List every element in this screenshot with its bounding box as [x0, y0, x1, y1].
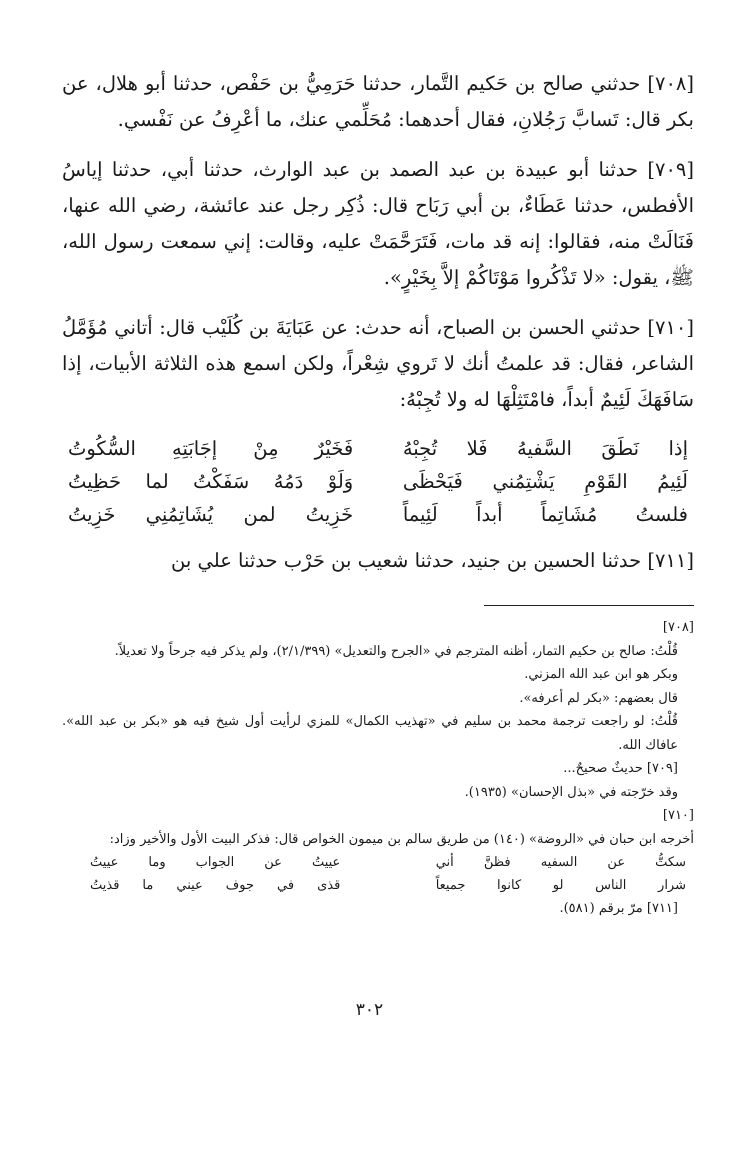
- page-number: ٣٠٢: [355, 1000, 384, 1020]
- verse-second-hemistich: خَزِيتُ لمن يُشَاتِمُنِي خَزِيتُ: [68, 503, 354, 526]
- verse-second-hemistich: وَلَوْ دَمُهُ سَفَكْتُ لما حَظِيتُ: [68, 470, 354, 493]
- note-708-text: قُلْتُ: لو راجعت ترجمة محمد بن سليم في «تهذيب الكمال» للمزي لرأيت أول شيخ فيه هو «بكر بن عبد الله». عافاك الله.: [62, 714, 678, 753]
- note-708-heading: [٧٠٨]: [662, 620, 694, 635]
- note-708-text: قال بعضهم: «بكر لم أعرفه».: [519, 690, 678, 706]
- verse-first-hemistich: لَئِيمُ القَوْمِ يَشْتِمُني فَيَحْظَى: [402, 470, 688, 493]
- note-poem: [62, 851, 694, 897]
- book-page: [62, 66, 694, 921]
- footnote-divider: [484, 605, 694, 606]
- paragraph-708: [٧٠٨] حدثني صالح بن حَكيم التَّمار، حدثنا حَرَمِيُّ بن حَفْص، حدثنا أبو هلال، عن بكر قال: تَسابَّ رَجُلانِ، فقال أحدهما: مُحَلِّمي عنك، ما أعْرِفُ عن نَفْسي.: [62, 72, 694, 131]
- note-708-text: قُلْتُ: صالح بن حكيم التمار، أظنه المترجم في «الجرح والتعديل» (٢/١/٣٩٩)، ولم يذكر فيه جرحاً ولا تعديلاً.: [114, 643, 678, 659]
- poem-verses: [62, 432, 694, 531]
- note-708-text: وبكر هو ابن عبد الله المزني.: [524, 667, 678, 682]
- verse-first-hemistich: فلستُ مُشَاتِماً أبداً لَئِيماً: [402, 503, 688, 526]
- note-710-heading: [٧١٠]: [662, 808, 694, 823]
- paragraph-711: [٧١١] حدثنا الحسين بن جنيد، حدثنا شعيب بن حَرْب حدثنا علي بن: [171, 549, 694, 572]
- footnotes: [62, 616, 694, 921]
- note-verse-second-hemistich: عييتُ عن الجواب وما عييتُ: [90, 855, 341, 870]
- note-711-text: [٧١١] مرّ برقم (٥٨١).: [559, 901, 678, 916]
- verse-second-hemistich: فَخَيْرٌ مِنْ إجَابَتِهِ السُّكُوتُ: [68, 437, 354, 460]
- verse-line: [62, 432, 694, 465]
- note-710-text: أخرجه ابن حبان في «الروضة» (١٤٠) من طريق سالم بن ميمون الخواص قال: فذكر البيت الأول والأخير وزاد:: [109, 831, 694, 847]
- verse-line: [62, 465, 694, 498]
- note-verse-line: [62, 874, 694, 897]
- verse-first-hemistich: إذا نَطَقَ السَّفيهُ فَلا تُجِبْهُ: [402, 437, 688, 460]
- paragraph-710: [٧١٠] حدثني الحسن بن الصباح، أنه حدث: عن عَبَايَةَ بن كُلَيْب قال: أتاني مُؤَمَّلُ الشاعر، فقال: قد علمتُ أنك لا تَروي شِعْراً، ولكن اسمع هذه الثلاثة الأبيات، إذا سَافَهَكَ لَئِيمٌ أبداً، فامْتَثِلْهَا له ولا تُجِبْهُ:: [62, 316, 694, 411]
- note-709-text: [٧٠٩] حديثٌ صحيحٌ...: [563, 761, 678, 776]
- note-verse-line: [62, 851, 694, 874]
- note-verse-second-hemistich: قذى في جوف عيني ما قذيتُ: [90, 878, 341, 893]
- note-verse-first-hemistich: سكتُّ عن السفيه فظنَّ أني: [435, 855, 686, 870]
- main-text: [62, 66, 694, 579]
- paragraph-709: [٧٠٩] حدثنا أبو عبيدة بن عبد الصمد بن عبد الوارث، حدثنا أبي، حدثنا إياسُ الأفطس، حدثنا عَطَاءٌ، بن أبي رَبَاح قال: ذُكِر رجل عند عائشة، رضي الله عنها، فَنَالَتْ منه، فقالوا: إنه قد مات، فَتَرَحَّمَتْ عليه، وقالت: إني سمعت رسول الله، ﷺ، يقول: «لا تَذْكُروا مَوْتَاكُمْ إلاَّ بِخَيْرٍ».: [62, 158, 694, 289]
- note-709-text: وقد خرّجته في «بذل الإحسان» (١٩٣٥).: [464, 784, 678, 800]
- verse-line: [62, 498, 694, 531]
- note-verse-first-hemistich: شرار الناس لو كانوا جميعاً: [435, 878, 686, 893]
